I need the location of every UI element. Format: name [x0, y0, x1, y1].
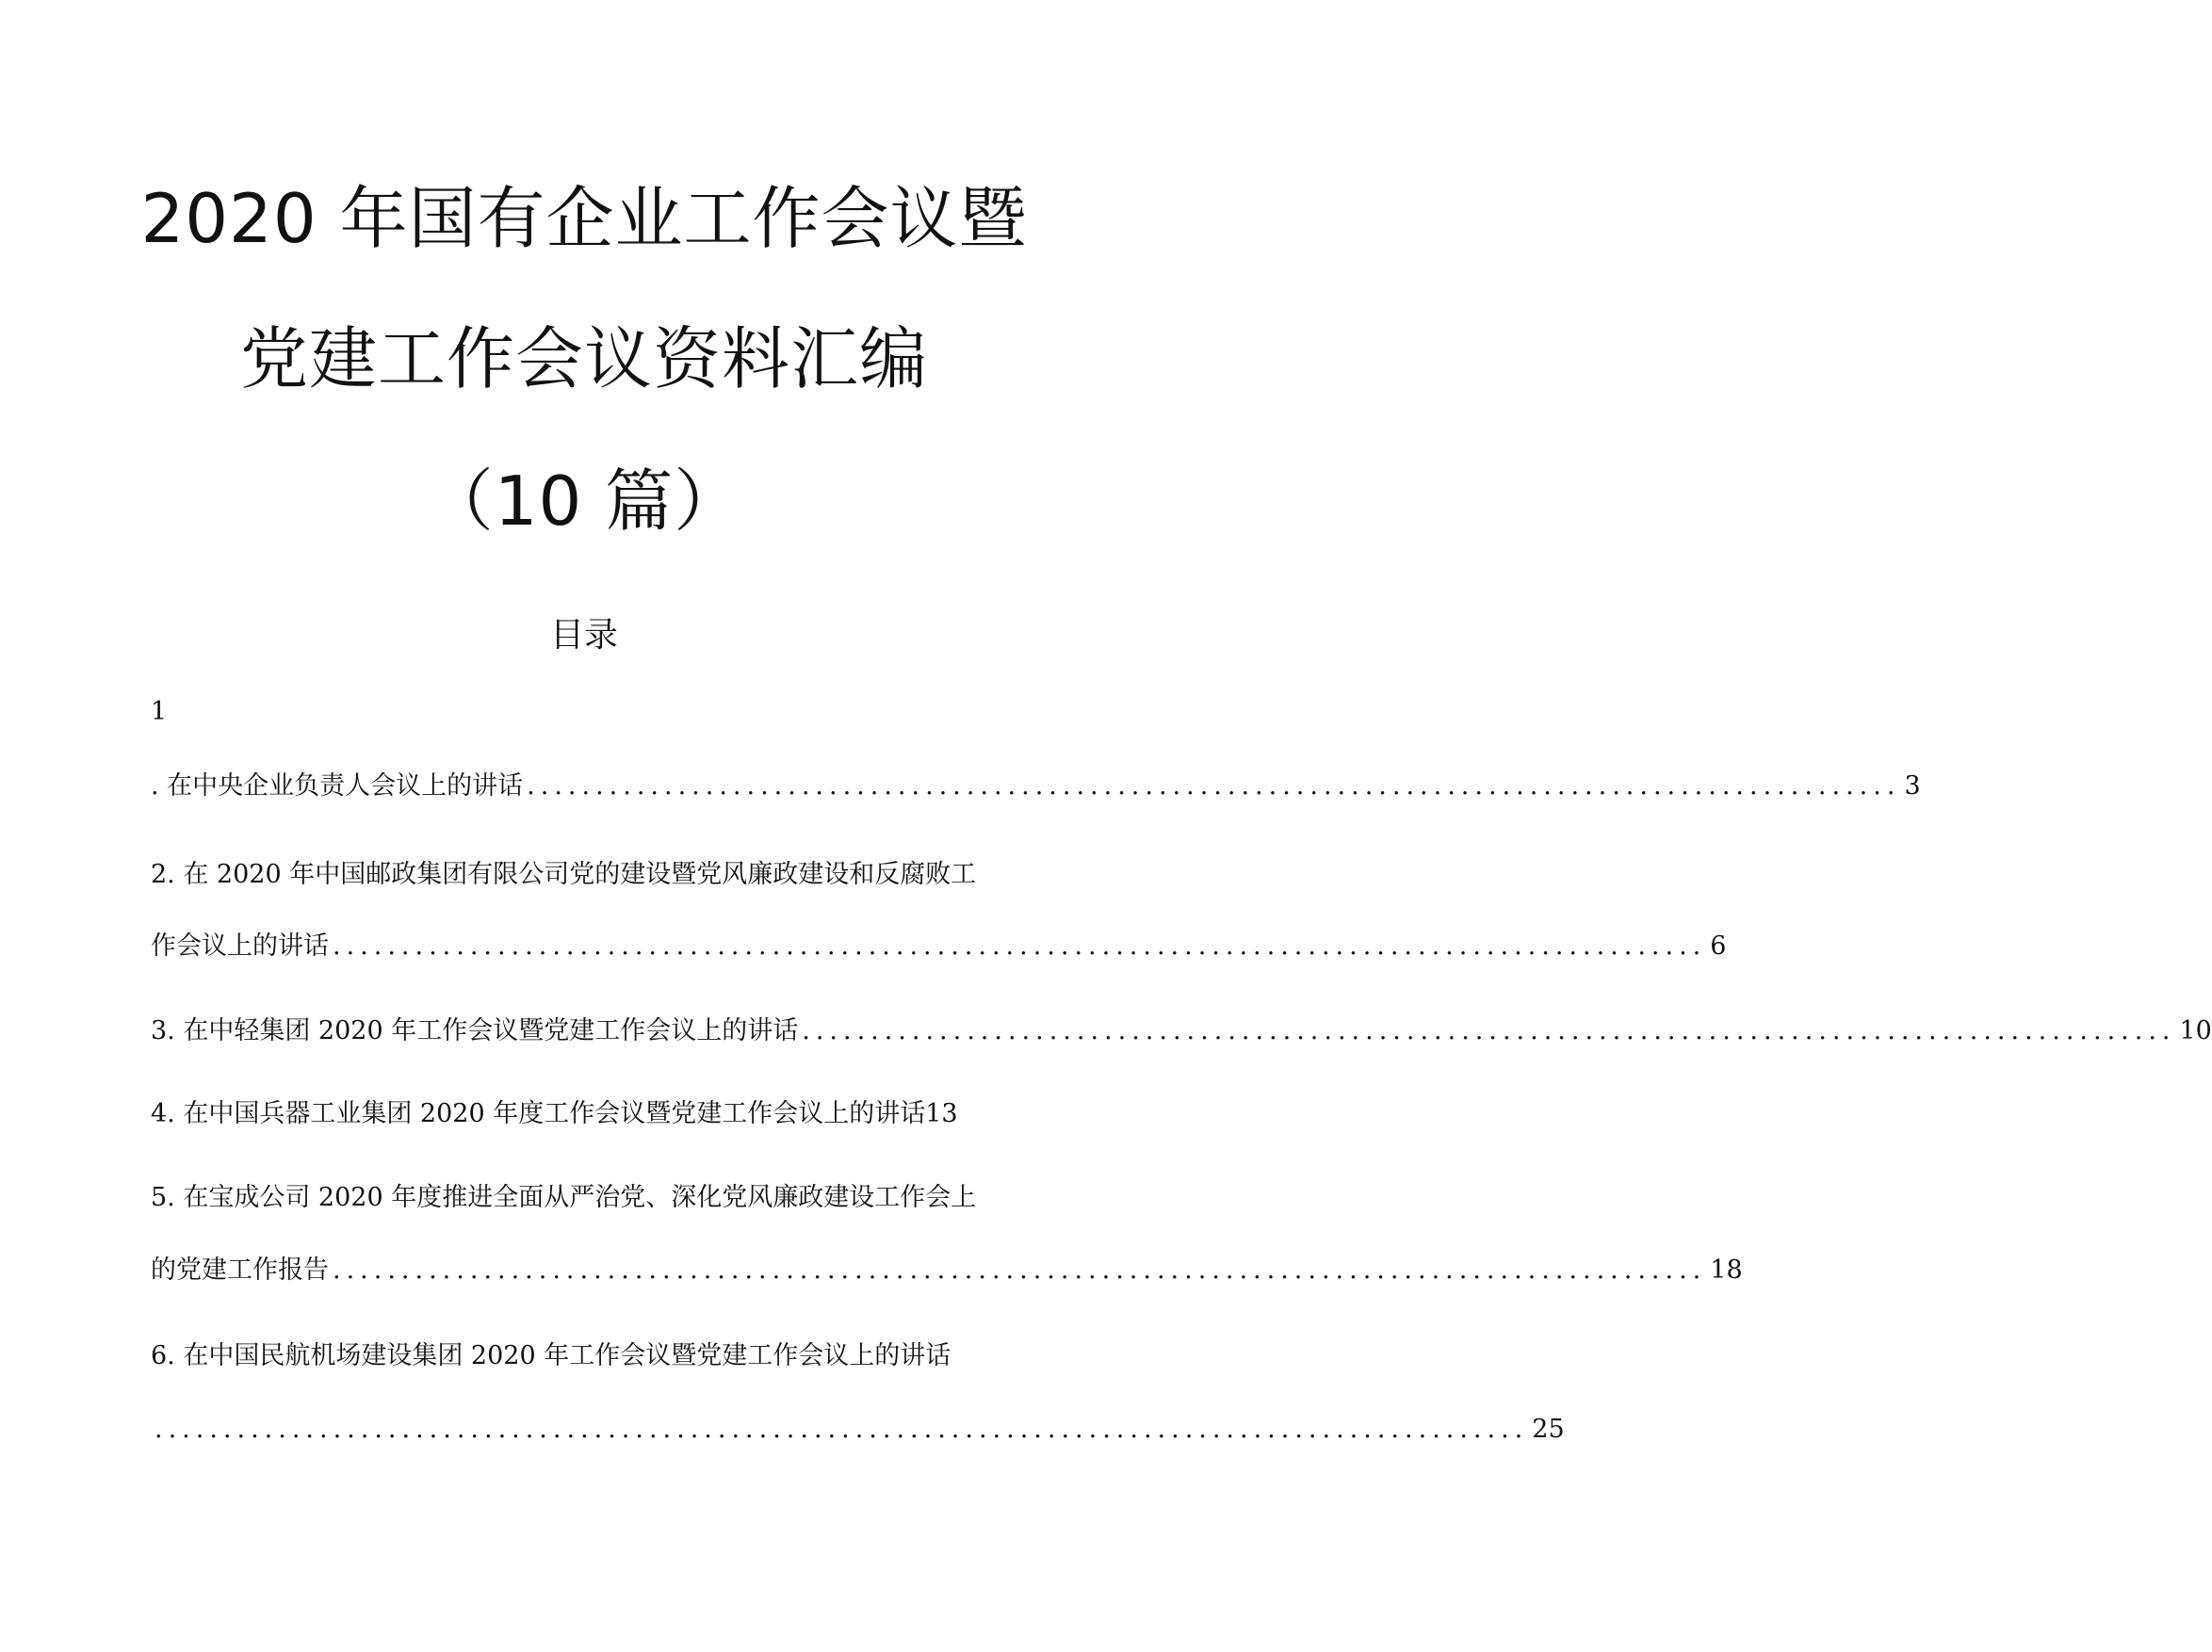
- document-title-line-1: 2020 年国有企业工作会议暨: [140, 179, 1028, 258]
- toc-leader-dots: ....................................................................................................: [527, 771, 1901, 801]
- toc-entry-3[interactable]: [151, 1012, 2212, 1050]
- toc-entry-2[interactable]: 2. 在 2020 年中国邮政集团有限公司党的建设暨党风廉政建设和反腐败工: [151, 860, 977, 889]
- document-title-line-2: 党建工作会议资料汇编: [239, 319, 928, 398]
- toc-leader-dots: ....................................................................................................: [155, 1415, 1529, 1444]
- toc-entry-text: . 在中央企业负责人会议上的讲话: [151, 771, 524, 801]
- document-title-line-3: （10 篇）: [425, 462, 743, 541]
- toc-entry-text: 的党建工作报告: [151, 1255, 329, 1285]
- toc-entry-text: 3. 在中轻集团 2020 年工作会议暨党建工作会议上的讲话: [151, 1016, 799, 1045]
- toc-heading: 目录: [549, 616, 618, 655]
- toc-page-number: 6: [1710, 931, 1727, 961]
- toc-page-number: 18: [1710, 1255, 1743, 1285]
- toc-entry-1[interactable]: [151, 768, 1921, 805]
- toc-entry-4[interactable]: 4. 在中国兵器工业集团 2020 年度工作会议暨党建工作会议上的讲话13: [151, 1099, 958, 1128]
- toc-page-number: 10: [2179, 1016, 2212, 1045]
- toc-page-number: 25: [1532, 1415, 1565, 1444]
- toc-entry-5[interactable]: 5. 在宝成公司 2020 年度推进全面从严治党、深化党风廉政建设工作会上: [151, 1183, 977, 1212]
- toc-entry-6-continued[interactable]: [151, 1411, 1565, 1449]
- toc-entry-5-continued[interactable]: [151, 1252, 1743, 1289]
- toc-page-number: 3: [1904, 771, 1921, 801]
- toc-leader-dots: ....................................................................................................: [802, 1016, 2176, 1045]
- toc-entry-text: 作会议上的讲话: [151, 931, 329, 961]
- toc-entry-2-continued[interactable]: [151, 928, 1727, 965]
- toc-leader-dots: ....................................................................................................: [333, 1255, 1707, 1285]
- toc-entry-6[interactable]: 6. 在中国民航机场建设集团 2020 年工作会议暨党建工作会议上的讲话: [151, 1341, 951, 1370]
- toc-leader-dots: ....................................................................................................: [333, 931, 1707, 961]
- toc-line-number: 1: [151, 697, 168, 726]
